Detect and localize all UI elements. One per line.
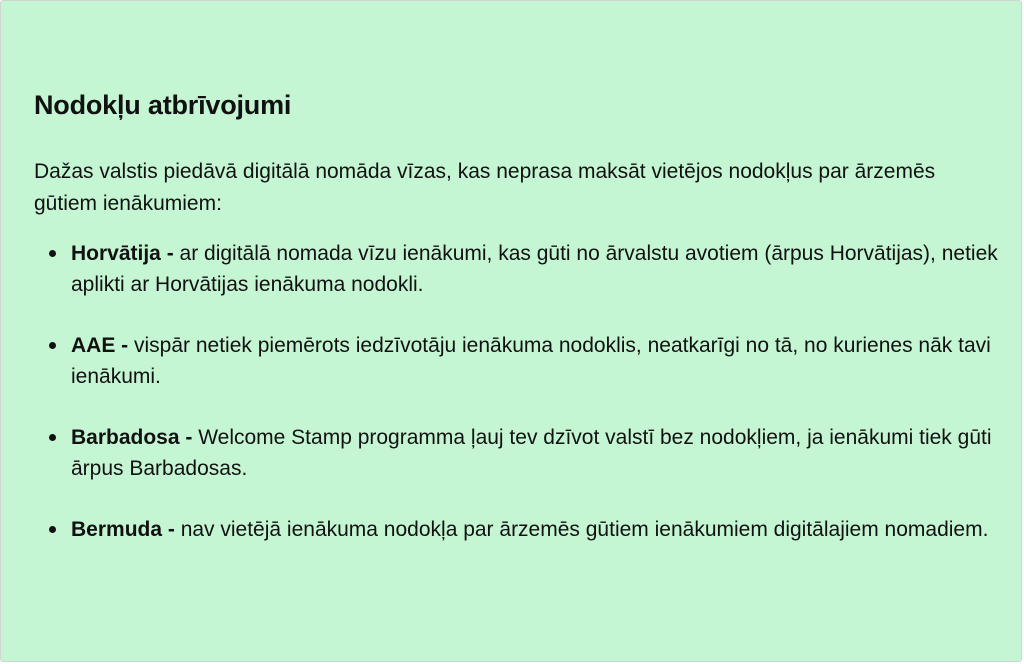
country-term: Bermuda -: [71, 518, 181, 541]
list-item-barbados: [71, 422, 1006, 484]
country-description: Welcome Stamp programma ļauj tev dzīvot valstī bez nodokļiem, ja ienākumi tiek gūti ārpus Barbadosas.: [71, 426, 992, 480]
section-heading: Nodokļu atbrīvojumi: [34, 90, 292, 120]
list-item-croatia: [71, 238, 1006, 300]
bullet-icon: [49, 250, 56, 257]
country-description: ar digitālā nomada vīzu ienākumi, kas gūti no ārvalstu avotiem (ārpus Horvātijas), netiek aplikti ar Horvātijas ienākuma nodokli.: [71, 242, 998, 296]
country-description: vispār netiek piemērots iedzīvotāju ienākuma nodoklis, neatkarīgi no tā, no kurienes nāk tavi ienākumi.: [71, 334, 991, 388]
country-term: Horvātija -: [71, 242, 180, 265]
list-item-bermuda: [71, 514, 1006, 545]
bullet-icon: [49, 526, 56, 533]
list-item-uae: [71, 330, 1006, 392]
country-list: [34, 238, 1009, 545]
intro-paragraph: Dažas valstis piedāvā digitālā nomāda vīzas, kas neprasa maksāt vietējos nodokļus par ārzemēs gūtiem ienākumiem:: [34, 160, 936, 215]
bullet-icon: [49, 342, 56, 349]
country-term: Barbadosa -: [71, 426, 199, 449]
card-content: [34, 83, 1009, 545]
country-term: AAE -: [71, 334, 134, 357]
country-description: nav vietējā ienākuma nodokļa par ārzemēs gūtiem ienākumiem digitālajiem nomadiem.: [180, 518, 989, 541]
bullet-icon: [49, 434, 56, 441]
